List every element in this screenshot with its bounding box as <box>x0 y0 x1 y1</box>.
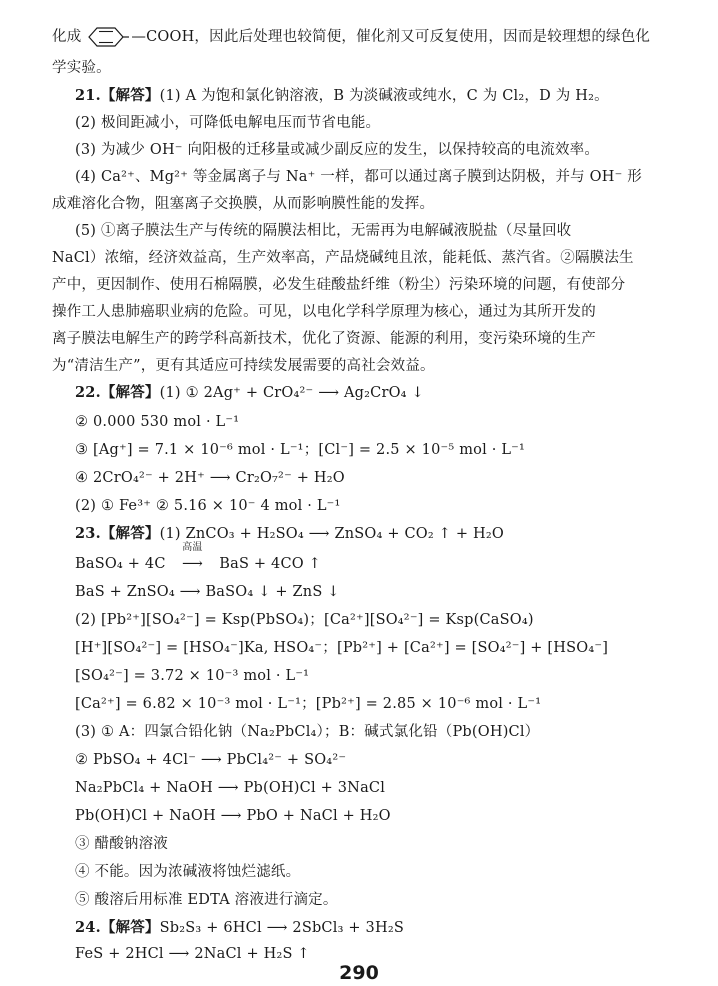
answer-tag: 【解答】 <box>100 384 160 401</box>
question-number: 23. <box>75 525 101 542</box>
benzene-ring-icon <box>83 26 129 48</box>
line-l1 <box>52 26 668 48</box>
line-l24: [SO₄²⁻] = 3.72 × 10⁻³ mol · L⁻¹ <box>75 668 310 684</box>
question-number: 22. <box>75 384 101 401</box>
answer-text: (1) A 为饱和氯化钠溶液，B 为淡碱液或纯水，C 为 Cl₂，D 为 H₂。 <box>159 88 609 104</box>
line-l26: (3) ① A：四氯合铅化钠（Na₂PbCl₄）；B：碱式氯化铅（Pb(OH)Cl） <box>75 724 540 740</box>
line-l5: (3) 为减少 OH⁻ 向阳极的迁移量或减少副反应的发生，以保持较高的电流效率。 <box>75 142 600 158</box>
question-number: 21. <box>75 87 101 104</box>
text-fragment: BaS + 4CO ↑ <box>214 556 322 572</box>
line-l28: Na₂PbCl₄ + NaOH ⟶ Pb(OH)Cl + 3NaCl <box>75 780 386 796</box>
line-l17: ④ 2CrO₄²⁻ + 2H⁺ ⟶ Cr₂O₇²⁻ + H₂O <box>75 470 345 486</box>
text-fragment: 化成 <box>52 29 82 45</box>
line-l22: (2) [Pb²⁺][SO₄²⁻] = Ksp(PbSO₄)；[Ca²⁺][SO₄²⁻] = Ksp(CaSO₄) <box>75 612 534 628</box>
line-l15: ② 0.000 530 mol · L⁻¹ <box>75 414 240 430</box>
line-l29: Pb(OH)Cl + NaOH ⟶ PbO + NaCl + H₂O <box>75 808 391 824</box>
line-l11: 操作工人患肺癌职业病的危险。可见，以电化学科学原理为核心，通过为其所开发的 <box>52 304 596 320</box>
line-l16: ③ [Ag⁺] = 7.1 × 10⁻⁶ mol · L⁻¹；[Cl⁻] = 2.5 × 10⁻⁵ mol · L⁻¹ <box>75 442 526 458</box>
answer-tag: 【解答】 <box>100 87 160 104</box>
line-l27: ② PbSO₄ + 4Cl⁻ ⟶ PbCl₄²⁻ + SO₄²⁻ <box>75 752 347 768</box>
line-l6: (4) Ca²⁺、Mg²⁺ 等金属离子与 Na⁺ 一样，都可以通过离子膜到达阴极，并与 OH⁻ 形 <box>75 169 642 185</box>
answer-tag: 【解答】 <box>100 525 160 542</box>
line-l13: 为“清洁生产”，更有其适应可持续发展需要的高社会效益。 <box>52 358 435 374</box>
line-l12: 离子膜法电解生产的跨学科高新技术，优化了资源、能源的利用，变污染环境的生产 <box>52 331 596 347</box>
answer-24-heading <box>75 918 668 938</box>
question-number: 24. <box>75 919 101 936</box>
line-l30: ③ 醋酸钠溶液 <box>75 836 169 852</box>
line-l8: (5) ①离子膜法生产与传统的隔膜法相比，无需再为电解碱液脱盐（尽量回收 <box>75 223 572 239</box>
line-l25: [Ca²⁺] = 6.82 × 10⁻³ mol · L⁻¹；[Pb²⁺] = 2.85 × 10⁻⁶ mol · L⁻¹ <box>75 696 542 712</box>
line-l4: (2) 极间距减小，可降低电解电压而节省电能。 <box>75 115 381 131</box>
line-l34: FeS + 2HCl ⟶ 2NaCl + H₂S ↑ <box>75 946 310 962</box>
line-l32: ⑤ 酸溶后用标准 EDTA 溶液进行滴定。 <box>75 892 338 908</box>
line-l7: 成难溶化合物，阻塞离子交换膜，从而影响膜性能的发挥。 <box>52 196 435 212</box>
line-l2: 学实验。 <box>52 60 111 76</box>
line-l18: (2) ① Fe³⁺ ② 5.16 × 10⁻ 4 mol · L⁻¹ <box>75 498 341 514</box>
line-l31: ④ 不能。因为浓碱液将蚀烂滤纸。 <box>75 864 301 880</box>
answer-22-heading <box>75 383 668 403</box>
answer-text: Sb₂S₃ + 6HCl ⟶ 2SbCl₃ + 3H₂S <box>159 920 404 936</box>
answer-23-heading <box>75 524 668 544</box>
text-fragment: —COOH，因此后处理也较简便，催化剂又可反复使用，因而是较理想的绿色化 <box>131 29 651 45</box>
page-number: 290 <box>339 962 379 984</box>
answer-text: (1) ① 2Ag⁺ + CrO₄²⁻ ⟶ Ag₂CrO₄ ↓ <box>159 385 424 401</box>
line-l20 <box>75 542 668 574</box>
answer-21-heading <box>75 86 668 106</box>
line-l23: [H⁺][SO₄²⁻] = [HSO₄⁻]Ka, HSO₄⁻；[Pb²⁺] + [Ca²⁺] = [SO₄²⁻] + [HSO₄⁻] <box>75 640 609 656</box>
answer-text: (1) ZnCO₃ + H₂SO₄ ⟶ ZnSO₄ + CO₂ ↑ + H₂O <box>159 526 504 542</box>
answer-tag: 【解答】 <box>100 919 160 936</box>
text-fragment: BaSO₄ + 4C <box>75 556 171 572</box>
line-l10: 产中，更因制作、使用石棉隔膜，必发生硅酸盐纤维（粉尘）污染环境的问题，有使部分 <box>52 277 626 293</box>
line-l9: NaCl）浓缩，经济效益高，生产效率高，产品烧碱纯且浓，能耗低、蒸汽省。②隔膜法生 <box>52 250 634 266</box>
reaction-arrow-with-condition: 高温 ⟶ <box>170 554 214 574</box>
reaction-condition-label: 高温 <box>182 542 203 553</box>
line-l21: BaS + ZnSO₄ ⟶ BaSO₄ ↓ + ZnS ↓ <box>75 584 340 600</box>
